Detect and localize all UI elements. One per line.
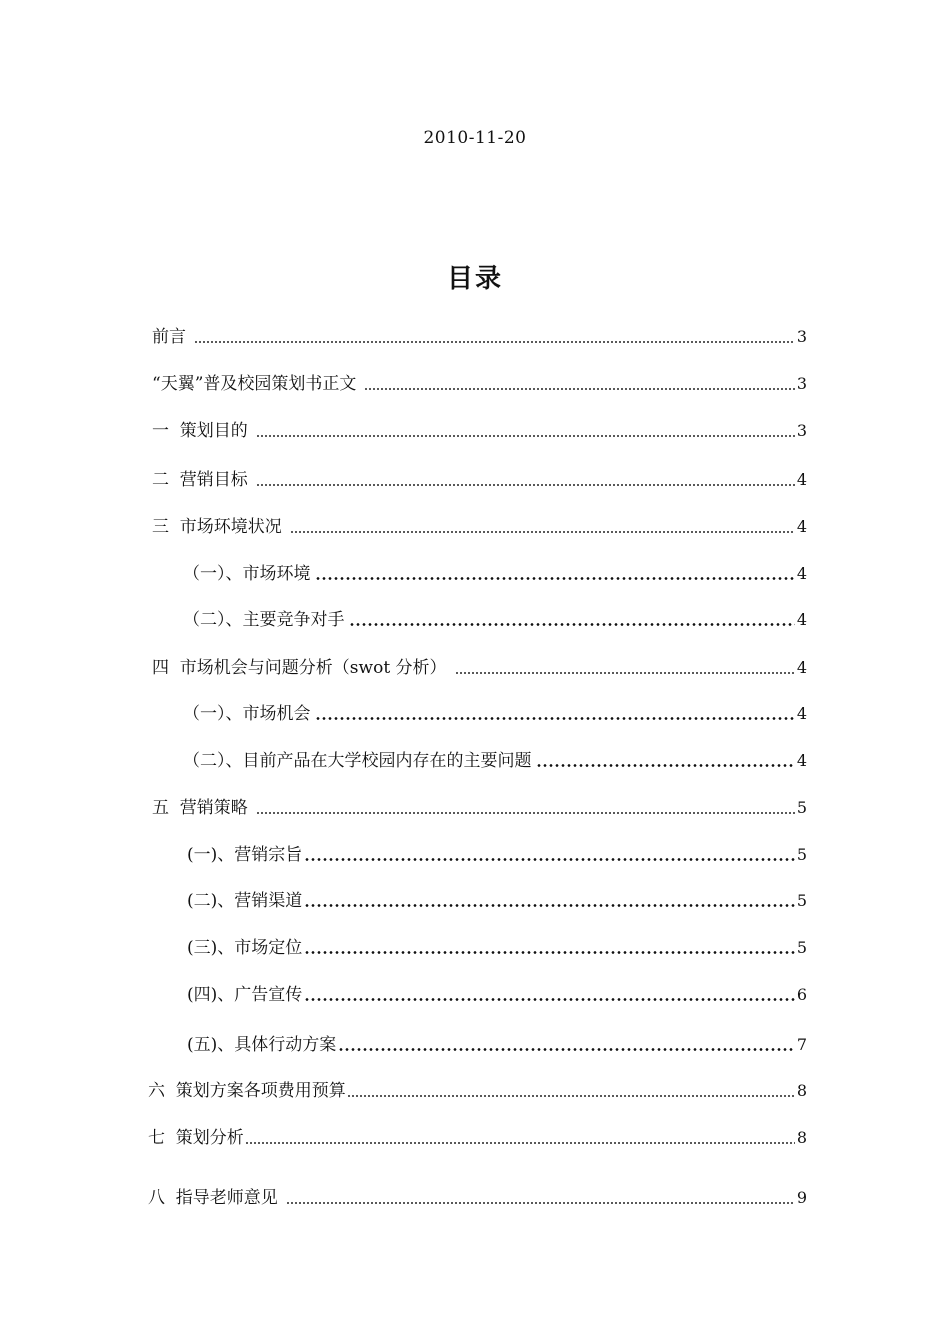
toc-entry-section-5-2[interactable] (187, 889, 807, 913)
toc-entry-section-3-2[interactable] (183, 608, 807, 632)
toc-entry-label: 五 营销策略 (152, 798, 248, 818)
toc-page-number: 3 (796, 374, 807, 393)
toc-page-number: 8 (796, 1081, 807, 1100)
dot-leader (256, 484, 795, 486)
toc-entry-preface[interactable] (152, 325, 807, 349)
dot-leader (349, 623, 795, 626)
toc-entry-section-7[interactable] (148, 1126, 807, 1150)
toc-entry-label: 三 市场环境状况 (152, 517, 282, 537)
toc-entry-section-5-5[interactable] (187, 1033, 807, 1057)
toc-entry-label: “天翼”普及校园策划书正文 (152, 374, 357, 394)
toc-page-number: 3 (796, 421, 807, 440)
dot-leader (338, 1048, 795, 1051)
toc-entry-label: (四)、广告宣传 (187, 985, 303, 1005)
toc-entry-label: 七 策划分析 (148, 1128, 244, 1148)
toc-entry-label: （二）、主要竞争对手 (183, 610, 345, 630)
toc-page-number: 5 (796, 798, 807, 817)
dot-leader (290, 531, 795, 533)
toc-page-number: 4 (796, 610, 807, 629)
document-date: 2010-11-20 (423, 128, 527, 148)
toc-entry-section-1[interactable] (152, 419, 807, 443)
toc-page-number: 8 (796, 1128, 807, 1147)
toc-page-number: 7 (796, 1035, 807, 1054)
toc-entry-section-5-4[interactable] (187, 983, 807, 1007)
toc-page-number: 9 (796, 1188, 807, 1207)
toc-entry-label: （一）、市场机会 (183, 704, 311, 724)
toc-page-number: 5 (796, 845, 807, 864)
dot-leader (245, 1142, 795, 1144)
toc-page-number: 5 (796, 891, 807, 910)
dot-leader (194, 341, 795, 343)
toc-entry-label: 二 营销目标 (152, 470, 248, 490)
toc-entry-label: 一 策划目的 (152, 421, 248, 441)
toc-entry-label: (五)、具体行动方案 (187, 1035, 337, 1055)
dot-leader (364, 388, 794, 390)
dot-leader (304, 951, 795, 954)
toc-entry-section-4-2[interactable] (183, 749, 807, 773)
dot-leader (536, 764, 795, 767)
toc-entry-label: (一)、营销宗旨 (187, 845, 303, 865)
toc-entry-section-3-1[interactable] (183, 562, 807, 586)
toc-entry-label: （二）、目前产品在大学校园内存在的主要问题 (183, 751, 532, 771)
toc-page-number: 4 (796, 470, 807, 489)
toc-entry-section-2[interactable] (152, 468, 807, 492)
toc-entry-section-3[interactable] (152, 515, 807, 539)
toc-entry-label: （一）、市场环境 (183, 564, 311, 584)
toc-page-number: 4 (796, 751, 807, 770)
dot-leader (304, 858, 795, 861)
toc-entry-label: 前言 (152, 327, 186, 347)
toc-entry-section-8[interactable] (148, 1186, 807, 1210)
dot-leader (304, 904, 795, 907)
toc-page-number: 4 (796, 658, 807, 677)
toc-page-number: 5 (796, 938, 807, 957)
dot-leader (286, 1202, 795, 1204)
toc-entry-label: 八 指导老师意见 (148, 1188, 278, 1208)
toc-page-number: 6 (796, 985, 807, 1004)
toc-entry-label: (三)、市场定位 (187, 938, 303, 958)
dot-leader (315, 577, 795, 580)
toc-page-number: 4 (796, 517, 807, 536)
dot-leader (304, 998, 795, 1001)
toc-entry-section-4[interactable] (152, 656, 807, 680)
toc-entry-section-4-1[interactable] (183, 702, 807, 726)
toc-entry-section-5-3[interactable] (187, 936, 807, 960)
dot-leader (256, 435, 795, 437)
toc-page-number: 4 (796, 704, 807, 723)
toc-page-number: 3 (796, 327, 807, 346)
toc-entry-main-text[interactable] (152, 372, 807, 396)
toc-title: 目录 (446, 264, 503, 294)
dot-leader (256, 812, 795, 814)
toc-entry-section-6[interactable] (148, 1079, 807, 1103)
dot-leader (455, 672, 795, 674)
toc-entry-label: 六 策划方案各项费用预算 (148, 1081, 346, 1101)
toc-page-number: 4 (796, 564, 807, 583)
toc-entry-label: (二)、营销渠道 (187, 891, 303, 911)
toc-entry-section-5[interactable] (152, 796, 807, 820)
dot-leader (315, 717, 795, 720)
dot-leader (347, 1095, 795, 1097)
toc-entry-label: 四 市场机会与问题分析（swot 分析） (152, 658, 447, 678)
toc-entry-section-5-1[interactable] (187, 843, 807, 867)
